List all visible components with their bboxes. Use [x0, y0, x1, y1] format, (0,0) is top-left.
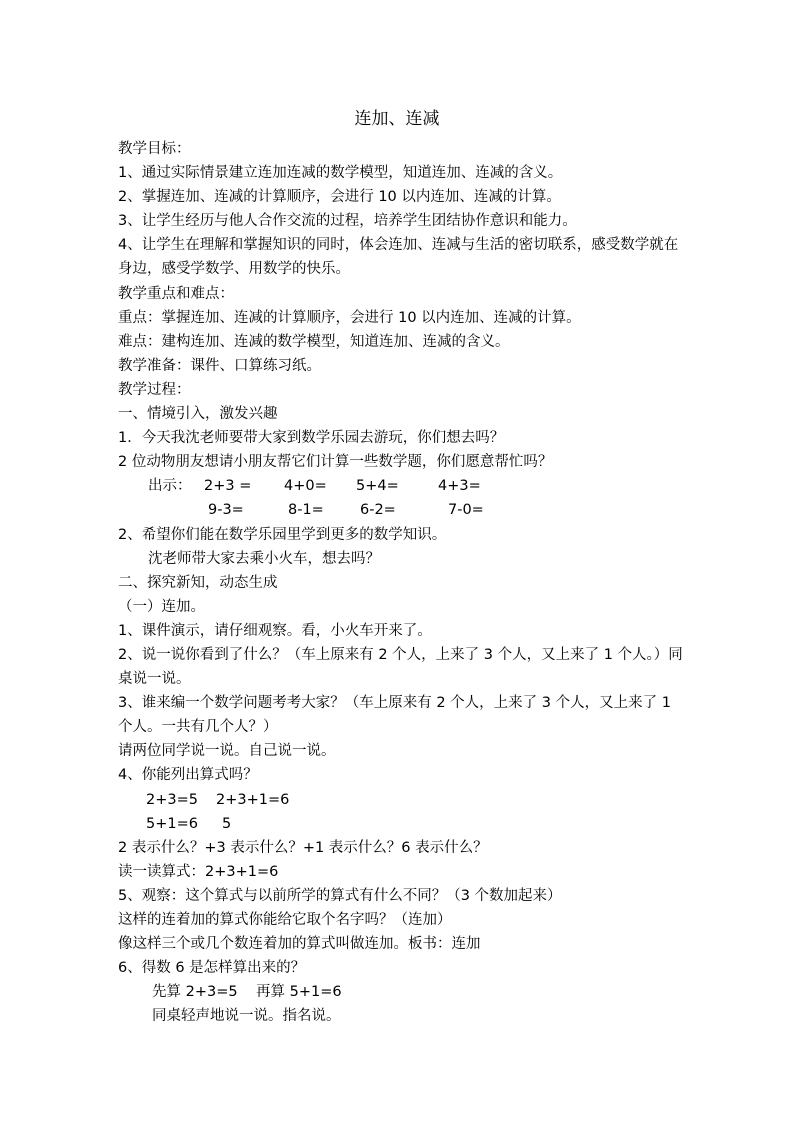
paragraph: 2、希望你们能在数学乐园里学到更多的数学知识。: [118, 526, 447, 543]
paragraph: 这样的连着加的算式你能给它取个名字吗？（连加）: [118, 912, 452, 928]
paragraph: 像这样三个或几个数连着加的算式叫做连加。板书：连加: [118, 936, 481, 953]
paragraph: 2 表示什么？+3 表示什么？+1 表示什么？6 表示什么？: [118, 839, 488, 856]
exercise: 6-2=: [360, 502, 396, 519]
goal-item: 2、掌握连加、连减的计算顺序，会进行 10 以内连加、连减的计算。: [118, 189, 561, 206]
exercise-row: [118, 498, 688, 522]
exercise: 5+4=: [356, 478, 399, 495]
preparation: 教学准备：课件、口算练习纸。: [118, 357, 321, 374]
goal-item: 3、让学生经历与他人合作交流的过程，培养学生团结协作意识和能力。: [118, 213, 577, 230]
goal-item: 4、让学生在理解和掌握知识的同时，体会连加、连减与生活的密切联系，感受数学就在身边，感受学数学、用数学的快乐。: [118, 237, 679, 278]
equation: 5+1=6: [146, 815, 198, 832]
exercise-row: [118, 474, 688, 498]
equation-row: [118, 788, 688, 812]
paragraph: 4、你能列出算式吗？: [118, 767, 258, 784]
paragraph: 5、观察：这个算式与以前所学的算式有什么不同？（3 个数加起来）: [118, 887, 562, 904]
goal-item: 1、通过实际情景建立连加连减的数学模型，知道连加、连减的含义。: [118, 165, 563, 182]
key-point: 重点：掌握连加、连减的计算顺序，会进行 10 以内连加、连减的计算。: [118, 309, 581, 326]
paragraph: 2 位动物朋友想请小朋友帮它们计算一些数学题，你们愿意帮忙吗？: [118, 454, 553, 471]
equation-row: [118, 812, 688, 836]
exercise: 9-3=: [208, 502, 244, 519]
document-body: [118, 137, 688, 1028]
section-heading: 一、情境引入，激发兴趣: [118, 406, 278, 423]
exercise: 4+3=: [438, 478, 481, 495]
paragraph: 6、得数 6 是怎样算出来的？: [118, 960, 306, 977]
paragraph: 读一读算式：2+3+1=6: [118, 863, 279, 880]
exercise: 4+0=: [284, 478, 327, 495]
equation: 2+3+1=6: [216, 791, 290, 808]
key-heading: 教学重点和难点：: [118, 285, 234, 302]
difficult-point: 难点：建构连加、连减的数学模型，知道连加、连减的含义。: [118, 333, 510, 350]
paragraph: 3、谁来编一个数学问题考考大家？（车上原来有 2 个人，上来了 3 个人，又上来了 1 个人。一共有几个人？）: [118, 695, 671, 736]
exercise: 8-1=: [288, 502, 324, 519]
paragraph: 先算 2+3=5 再算 5+1=6: [152, 984, 342, 1001]
show-label: 出示：: [148, 478, 192, 495]
paragraph: 沈老师带大家去乘小火车，想去吗？: [148, 550, 380, 567]
paragraph: 请两位同学说一说。自己说一说。: [118, 743, 336, 760]
exercise: 7-0=: [448, 502, 484, 519]
equation: 2+3=5: [146, 791, 198, 808]
paragraph: 1．今天我沈老师要带大家到数学乐园去游玩，你们想去吗？: [118, 430, 505, 447]
paragraph: 2、说一说你看到了什么？（车上原来有 2 个人，上来了 3 个人，又上来了 1 个人。）同桌说一说。: [118, 646, 683, 688]
page-title: 连加、连减: [354, 109, 440, 129]
exercise: 2+3 =: [204, 478, 252, 495]
paragraph: 1、课件演示，请仔细观察。看，小火车开来了。: [118, 622, 432, 639]
goals-heading: 教学目标：: [118, 141, 191, 157]
paragraph: 同桌轻声地说一说。指名说。: [152, 1008, 341, 1025]
subsection-heading: （一）连加。: [118, 598, 205, 615]
process-heading: 教学过程：: [118, 381, 191, 398]
section-heading: 二、探究新知，动态生成: [118, 574, 278, 591]
equation: 5: [222, 815, 232, 832]
